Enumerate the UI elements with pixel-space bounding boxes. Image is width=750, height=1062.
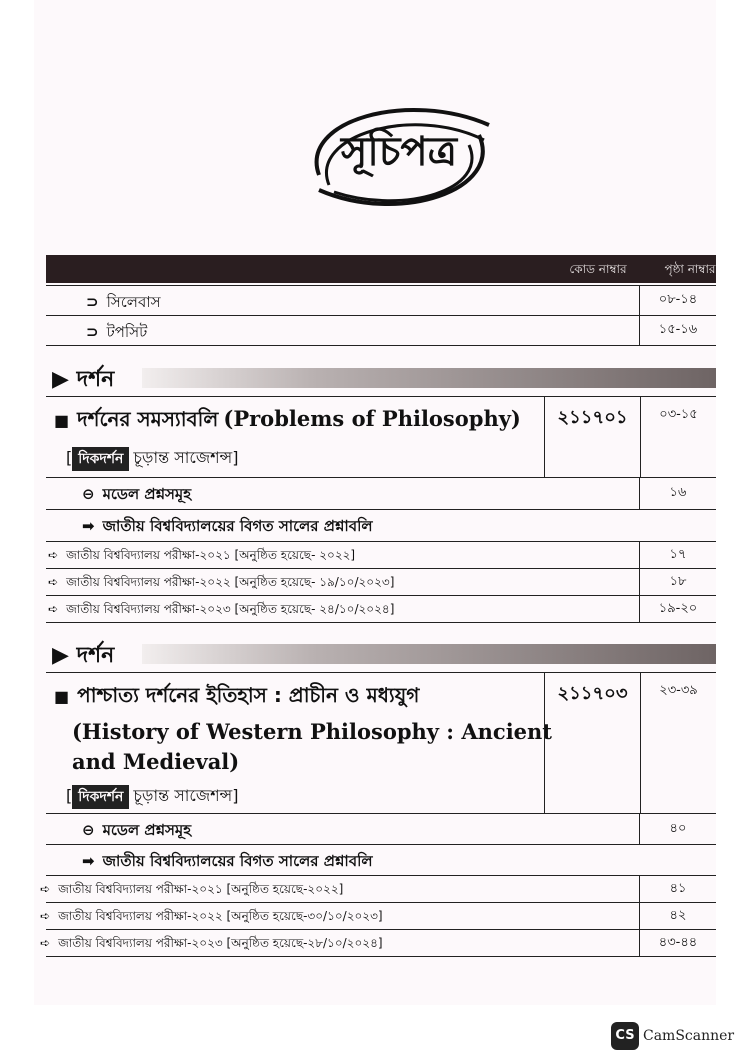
arrow-right-icon: ➡ <box>82 852 95 870</box>
table-row <box>46 316 716 346</box>
suggestion-label: চূড়ান্ত সাজেশন্স] <box>133 448 239 467</box>
page-number: ১৫-১৬ <box>639 316 716 345</box>
section-arrow-icon: ▶ <box>52 643 69 668</box>
section-title: দর্শন <box>76 643 115 668</box>
table-row <box>46 814 716 845</box>
heading-band <box>142 368 716 388</box>
exam-row <box>40 903 716 930</box>
page-number: ০৮-১৪ <box>639 286 716 315</box>
exam-arrow-icon: ➪ <box>48 602 59 616</box>
course-title-en: (Problems of Philosophy) <box>223 406 521 431</box>
exam-row <box>40 930 716 957</box>
exam-label: জাতীয় বিশ্ববিদ্যালয় পরীক্ষা-২০২২ [অনুষ্ঠিত হয়েছে-৩০/১০/২০২৩] <box>58 909 383 923</box>
camscanner-watermark <box>611 1022 741 1052</box>
model-icon: ⊖ <box>82 485 95 503</box>
page-number: ৪২ <box>639 903 716 929</box>
exam-label: জাতীয় বিশ্ববিদ্যালয় পরীক্ষা-২০২২ [অনুষ্ঠিত হয়েছে- ১৯/১০/২০২৩] <box>66 575 395 589</box>
exam-row <box>46 569 716 596</box>
exam-row <box>40 876 716 903</box>
exam-row <box>46 542 716 569</box>
table-row <box>46 845 716 876</box>
exam-row <box>46 596 716 623</box>
course-code: ২১১৭০৩ <box>544 673 640 813</box>
empty-cell <box>640 845 716 875</box>
page-number: ১৮ <box>639 569 716 595</box>
model-questions-label: মডেল প্রশ্নসমূহ <box>102 485 192 503</box>
course-table-2 <box>40 672 716 957</box>
intro-table <box>46 285 716 346</box>
exam-arrow-icon: ➪ <box>48 548 59 562</box>
section-heading <box>52 362 716 392</box>
exam-arrow-icon: ➪ <box>48 575 59 589</box>
contents-logo <box>289 80 509 230</box>
exam-label: জাতীয় বিশ্ববিদ্যালয় পরীক্ষা-২০২১ [অনুষ্ঠিত হয়েছে- ২০২২] <box>66 548 356 562</box>
course-title-bn: পাশ্চাত্য দর্শনের ইতিহাস : প্রাচীন ও মধ্যযুগ <box>77 683 420 707</box>
page-number: ৪১ <box>639 876 716 902</box>
camscanner-label: CamScanner <box>643 1028 735 1044</box>
course-square-icon: ■ <box>54 687 70 706</box>
model-icon: ⊖ <box>82 821 95 839</box>
table-row <box>46 478 716 510</box>
page-number: ০৩-১৫ <box>640 397 716 477</box>
exam-label: জাতীয় বিশ্ববিদ্যালয় পরীক্ষা-২০২৩ [অনুষ্ঠিত হয়েছে-২৮/১০/২০২৪] <box>58 936 383 950</box>
course-square-icon: ■ <box>54 411 70 430</box>
camscanner-logo-icon: CS <box>611 1022 639 1050</box>
page-column-header: পৃষ্ঠা নাম্বার <box>664 262 716 276</box>
empty-cell <box>640 510 716 541</box>
heading-band <box>142 644 716 664</box>
table-row <box>46 510 716 542</box>
page-number: ৪৩-৪৪ <box>639 930 716 956</box>
bullet-icon: ⊃ <box>86 323 99 341</box>
code-column-header: কোড নাম্বার <box>569 262 627 276</box>
past-questions-label: জাতীয় বিশ্ববিদ্যালয়ের বিগত সালের প্রশ্নাবলি <box>102 517 373 535</box>
course-code: ২১১৭০১ <box>544 397 640 477</box>
course-table-1 <box>46 396 716 623</box>
section-heading <box>52 638 716 668</box>
topsheet-label: টপসিট <box>106 323 148 341</box>
table-row <box>46 286 716 316</box>
page-number: ১৭ <box>639 542 716 568</box>
model-questions-label: মডেল প্রশ্নসমূহ <box>102 821 192 839</box>
table-header <box>46 255 716 283</box>
past-questions-label: জাতীয় বিশ্ববিদ্যালয়ের বিগত সালের প্রশ্নাবলি <box>102 852 373 870</box>
exam-arrow-icon: ➪ <box>40 882 51 896</box>
page-number: ২৩-৩৯ <box>640 673 716 813</box>
exam-label: জাতীয় বিশ্ববিদ্যালয় পরীক্ষা-২০২১ [অনুষ্ঠিত হয়েছে-২০২২] <box>58 882 344 896</box>
course-row: ■ পাশ্চাত্য দর্শনের ইতিহাস : প্রাচীন ও মধ্যযুগ (History of Western Philosophy : Ancient and Medieval) [ দিকদর্শন চূড়ান্ত সাজেশন্স] ২১১৭০৩ ২৩-৩৯ <box>46 673 716 814</box>
course-title-en-2: and Medieval) <box>72 749 240 774</box>
document-page <box>34 0 716 1005</box>
brand-tag: দিকদর্শন <box>72 785 129 809</box>
course-row: ■ দর্শনের সমস্যাবলি (Problems of Philosophy) [ দিকদর্শন চূড়ান্ত সাজেশন্স] ২১১৭০১ ০৩-১৫ <box>46 397 716 478</box>
exam-arrow-icon: ➪ <box>40 936 51 950</box>
bullet-icon: ⊃ <box>86 293 99 311</box>
course-title-en: (History of Western Philosophy : Ancient <box>72 719 553 744</box>
syllabus-label: সিলেবাস <box>106 293 161 311</box>
section-arrow-icon: ▶ <box>52 367 69 392</box>
exam-label: জাতীয় বিশ্ববিদ্যালয় পরীক্ষা-২০২৩ [অনুষ্ঠিত হয়েছে- ২৪/১০/২০২৪] <box>66 602 395 616</box>
brand-tag: দিকদর্শন <box>72 447 129 471</box>
section-title: দর্শন <box>76 367 115 392</box>
page-number: ৪০ <box>639 814 716 844</box>
course-title-bn: দর্শনের সমস্যাবলি <box>77 407 219 431</box>
suggestion-label: চূড়ান্ত সাজেশন্স] <box>133 786 239 805</box>
logo-title: সূচিপত্র <box>341 128 457 175</box>
exam-arrow-icon: ➪ <box>40 909 51 923</box>
arrow-right-icon: ➡ <box>82 517 95 535</box>
page-number: ১৯-২০ <box>639 596 716 622</box>
page-number: ১৬ <box>639 478 716 509</box>
